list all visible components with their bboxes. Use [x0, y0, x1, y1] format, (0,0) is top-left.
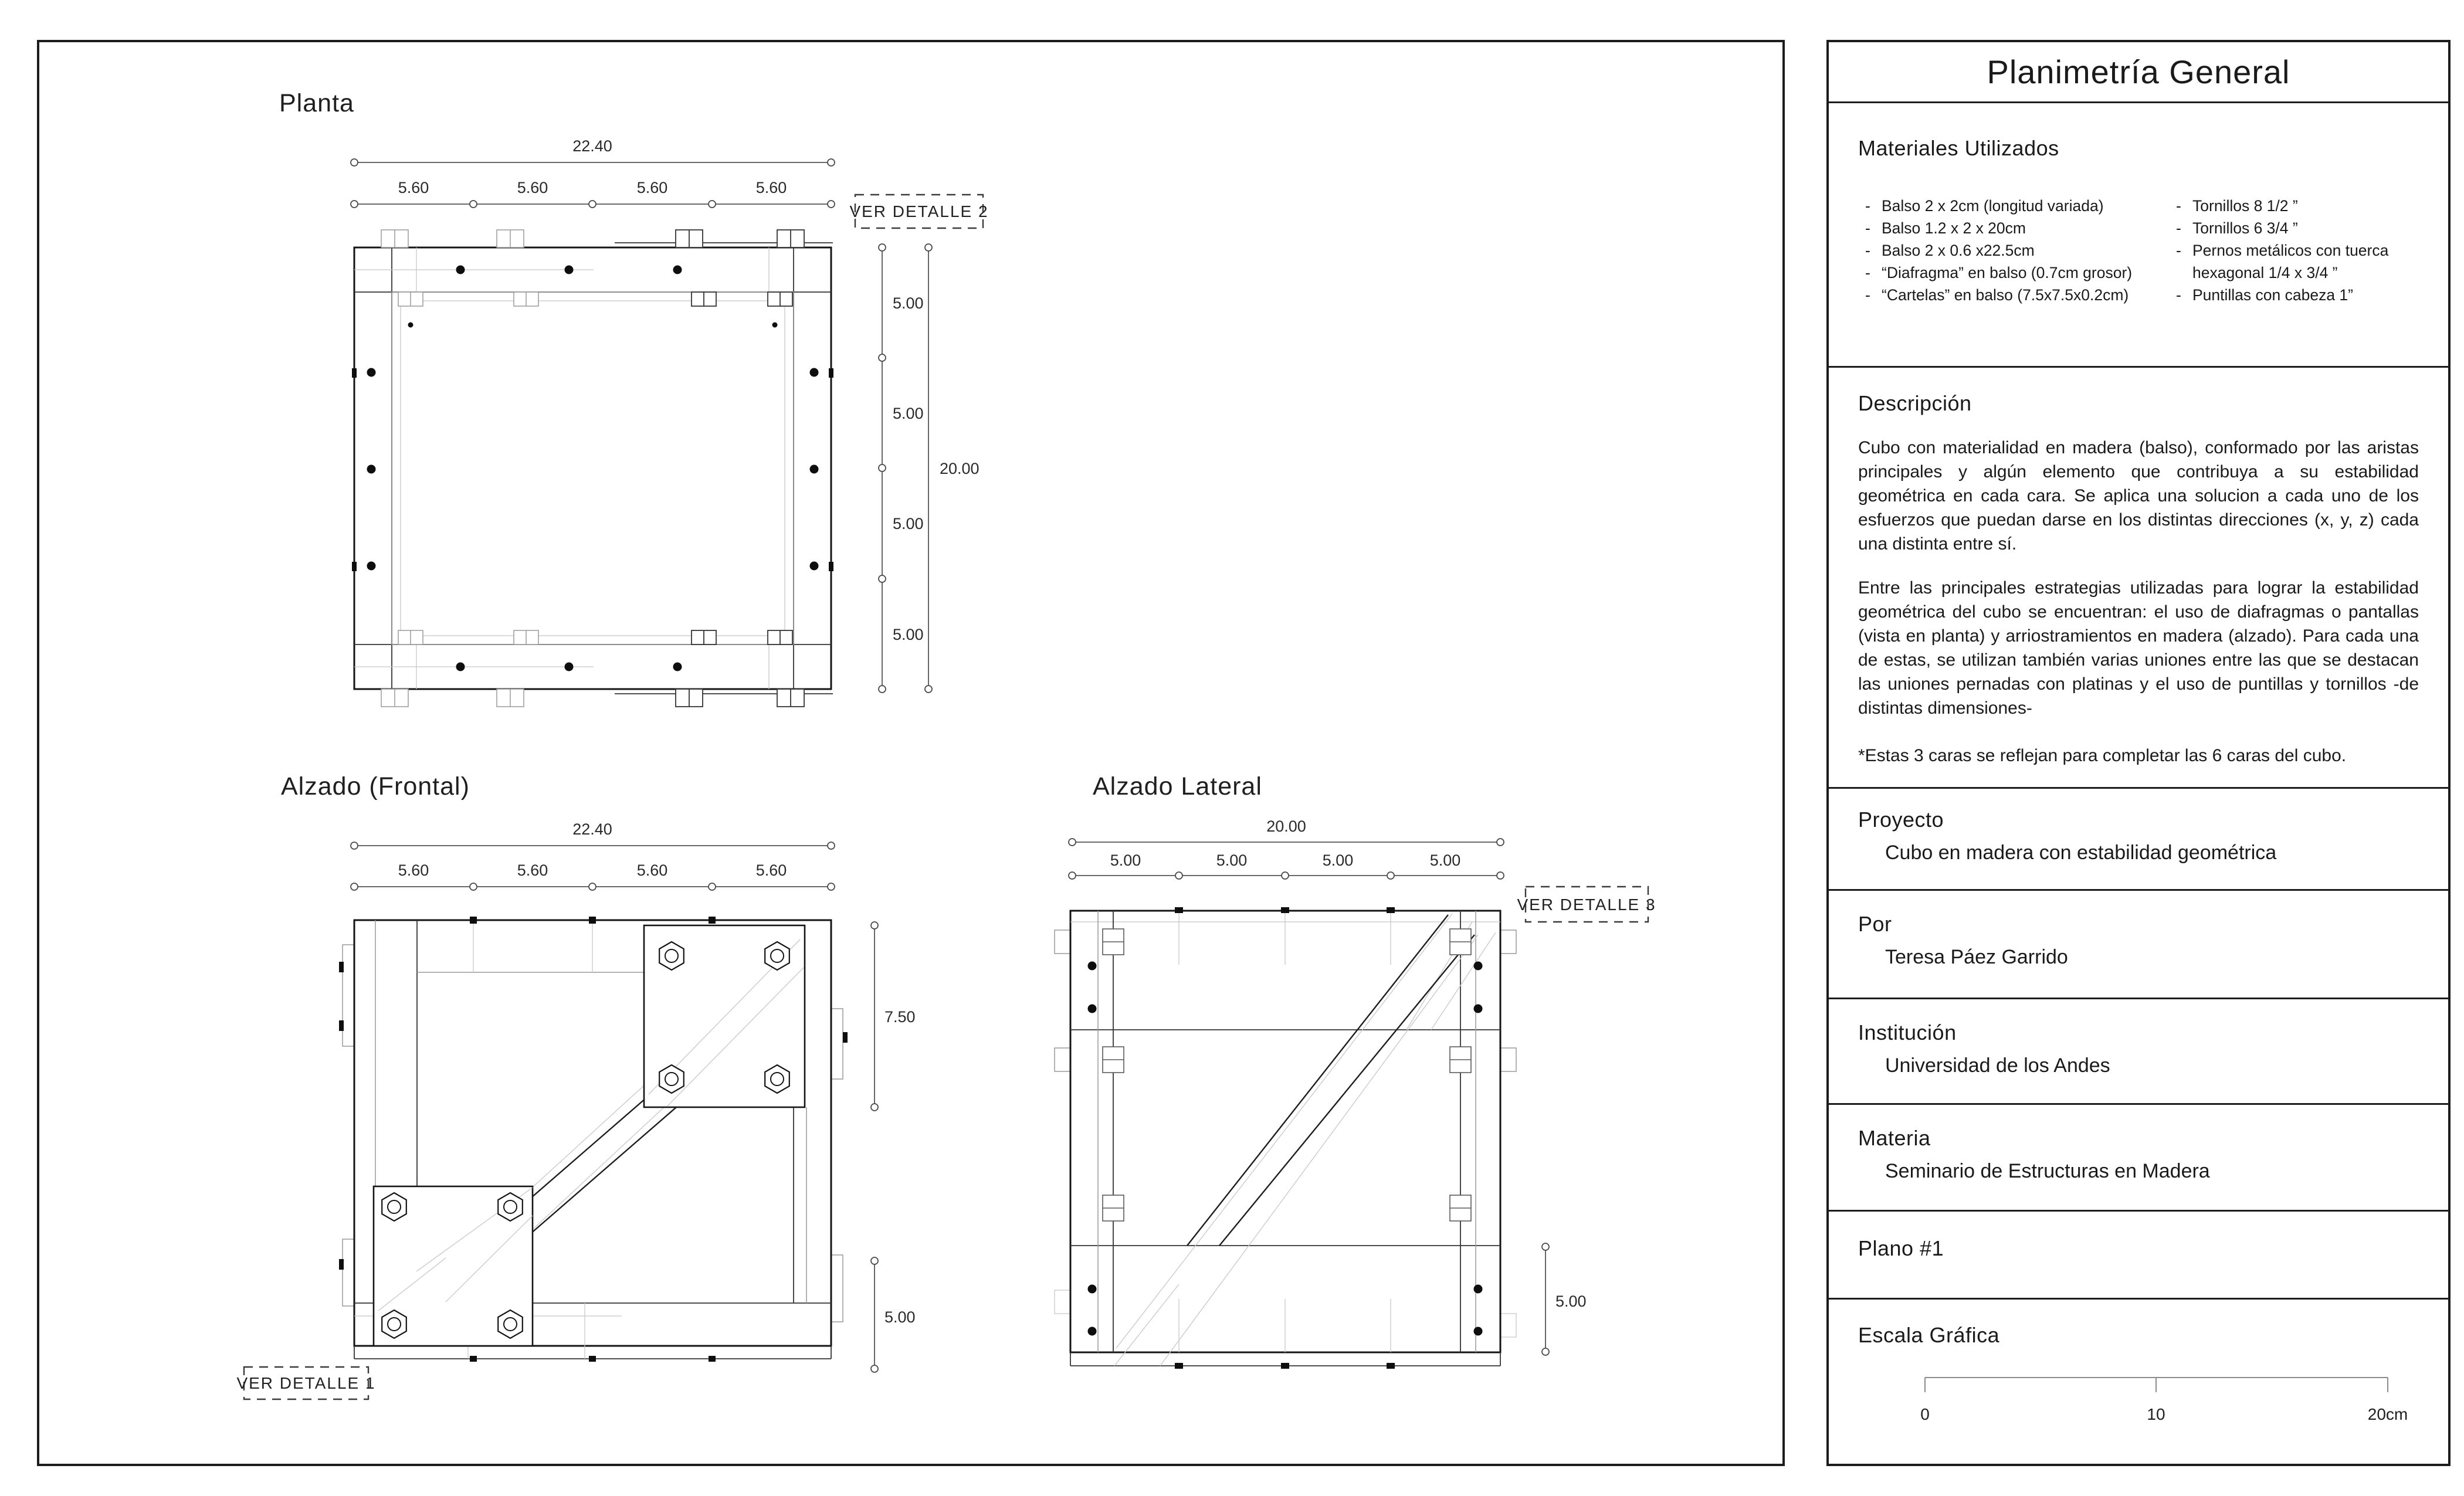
planta-label: Planta [279, 89, 354, 117]
description-paragraph: Cubo con materialidad en madera (balso), conformado por las aristas principales y algún elemento que contribuya a su estabilidad geométrica en cada cara. Se aplica una solucion a cada uno de los esfuerzos que puedan darse en los distintas direcciones (x, y, z) cada una distinta entre sí. [1858, 438, 2419, 554]
hex-bolt-icon [498, 1310, 523, 1338]
hex-bolt-icon [382, 1193, 406, 1221]
frontal-drawing [235, 762, 1067, 1443]
dim-label: 5.00 [893, 294, 924, 312]
dim-label: 5.00 [884, 1308, 916, 1326]
sheet-title: Planimetría General [1987, 53, 2290, 90]
subject-value: Seminario de Estructuras en Madera [1885, 1160, 2210, 1182]
subject-section [1829, 1103, 2448, 1210]
project-section [1829, 787, 2448, 889]
dim-label: 5.60 [636, 179, 668, 196]
list-item: - Tornillos 8 1/2 ” [2176, 197, 2298, 215]
planta-frame [352, 230, 833, 707]
lateral-detail-callout [1517, 887, 1656, 922]
dim-label: 5.60 [636, 861, 668, 879]
frontal-width-segment-dim [351, 861, 835, 890]
materials-columns [1858, 195, 2419, 306]
planta-detail-callout [849, 195, 988, 228]
scale-tick-label: 10 [2147, 1405, 2165, 1423]
title-block [1826, 40, 2451, 1466]
list-item: - “Cartelas” en balso (7.5x7.5x0.2cm) [1865, 286, 2129, 304]
lateral-drawing [1044, 762, 1748, 1443]
dim-label: 5.00 [1322, 852, 1354, 869]
hex-bolt-icon [659, 1065, 684, 1093]
bolt-pair-icon [381, 689, 804, 707]
dim-label: 5.60 [517, 179, 548, 196]
frontal-frame [339, 917, 848, 1362]
list-item: - Pernos metálicos con tuerca [2176, 242, 2389, 259]
dim-label: 5.60 [755, 861, 787, 879]
graphic-scale-bar [1829, 1335, 2448, 1468]
list-item: hexagonal 1/4 x 3/4 ” [2192, 264, 2338, 281]
dim-label: 5.60 [398, 861, 429, 879]
gusset-plate [644, 925, 805, 1107]
sheet-number-label: Plano #1 [1858, 1236, 1944, 1260]
frontal-band-height-dim [871, 1257, 916, 1372]
dim-label: 20.00 [940, 460, 980, 477]
materials-column-2 [2176, 195, 2419, 306]
dim-label: 5.60 [398, 179, 429, 196]
description-section [1829, 366, 2448, 787]
list-item: - Balso 1.2 x 2 x 20cm [1865, 219, 2026, 237]
lateral-band-height-dim [1542, 1243, 1587, 1355]
description-note: *Estas 3 caras se reflejan para completar las 6 caras del cubo. [1858, 746, 2347, 765]
list-item: - Balso 2 x 0.6 x22.5cm [1865, 242, 2035, 259]
hex-bolt-icon [498, 1193, 523, 1221]
dim-label: 5.00 [893, 515, 924, 532]
gusset-plate [374, 1186, 533, 1346]
dim-label: 20.00 [1266, 817, 1306, 835]
frontal-width-total-dim [351, 820, 835, 849]
scale-tick-label: 20cm [2367, 1405, 2408, 1423]
frontal-plate-height-dim [871, 922, 916, 1111]
institution-section [1829, 998, 2448, 1103]
hex-bolt-icon [382, 1310, 406, 1338]
scale-heading: Escala Gráfica [1858, 1323, 2000, 1347]
dim-label: 5.00 [1110, 852, 1141, 869]
scale-tick-label: 0 [1920, 1405, 1930, 1423]
materials-heading: Materiales Utilizados [1858, 136, 2059, 160]
svg-text:VER DETALLE 1: VER DETALLE 1 [236, 1374, 376, 1392]
author-label: Por [1858, 912, 1892, 936]
dim-label: 5.00 [1429, 852, 1461, 869]
hex-bolt-icon [765, 942, 789, 970]
scale-section [1829, 1298, 2448, 1467]
planta-width-segment-dim [351, 179, 835, 208]
lateral-frame [1055, 907, 1516, 1369]
author-section [1829, 889, 2448, 998]
institution-label: Institución [1858, 1020, 1957, 1044]
description-heading: Descripción [1858, 391, 1972, 415]
dim-label: 22.40 [572, 820, 612, 838]
lateral-label: Alzado Lateral [1093, 772, 1262, 800]
dim-label: 22.40 [572, 137, 612, 155]
list-item: - Puntillas con cabeza 1” [2176, 286, 2353, 304]
lateral-width-total-dim [1069, 817, 1504, 846]
panel-title [1829, 42, 2448, 101]
list-item: - Tornillos 6 3/4 ” [2176, 219, 2298, 237]
project-label: Proyecto [1858, 808, 1944, 832]
dim-label: 5.60 [755, 179, 787, 196]
dim-label: 5.60 [517, 861, 548, 879]
frontal-detail-callout [236, 1367, 375, 1399]
list-item: - “Diafragma” en balso (0.7cm grosor) [1865, 264, 2133, 281]
hex-bolt-icon [765, 1065, 789, 1093]
description-paragraph: Entre las principales estrategias utilizadas para lograr la estabilidad geométrica del cubo se encuentran: el uso de diafragmas o pantallas (vista en planta) y arriostramientos en madera (alzado). Para cada una de estas, se utilizan también varias uniones entre las que se destacan las uniones pernadas con platinas y el uso de puntillas y tornillos -de distintas dimensiones- [1858, 578, 2419, 718]
planta-drawing [235, 76, 1067, 739]
sheet-number-section [1829, 1210, 2448, 1298]
list-item: - Balso 2 x 2cm (longitud variada) [1865, 197, 2104, 215]
lateral-width-segment-dim [1069, 852, 1504, 879]
dim-label: 7.50 [884, 1008, 916, 1026]
author-value: Teresa Páez Garrido [1885, 946, 2068, 968]
project-value: Cubo en madera con estabilidad geométrica [1885, 842, 2277, 864]
subject-label: Materia [1858, 1126, 1931, 1150]
planta-width-total-dim [351, 137, 835, 166]
hex-bolt-icon [659, 942, 684, 970]
planta-height-segment-dim [879, 244, 924, 693]
svg-text:VER DETALLE 2: VER DETALLE 2 [849, 202, 989, 221]
planta-height-total-dim [925, 244, 980, 693]
materials-column-1 [1865, 195, 2176, 306]
institution-value: Universidad de los Andes [1885, 1054, 2110, 1077]
dim-label: 5.00 [1216, 852, 1248, 869]
svg-text:VER DETALLE 3: VER DETALLE 3 [1517, 895, 1656, 914]
materials-section [1829, 101, 2448, 366]
dim-label: 5.00 [893, 405, 924, 422]
frontal-label: Alzado (Frontal) [281, 772, 470, 800]
dim-label: 5.00 [893, 626, 924, 643]
bolt-pair-icon [381, 230, 804, 247]
dim-label: 5.00 [1555, 1293, 1587, 1310]
